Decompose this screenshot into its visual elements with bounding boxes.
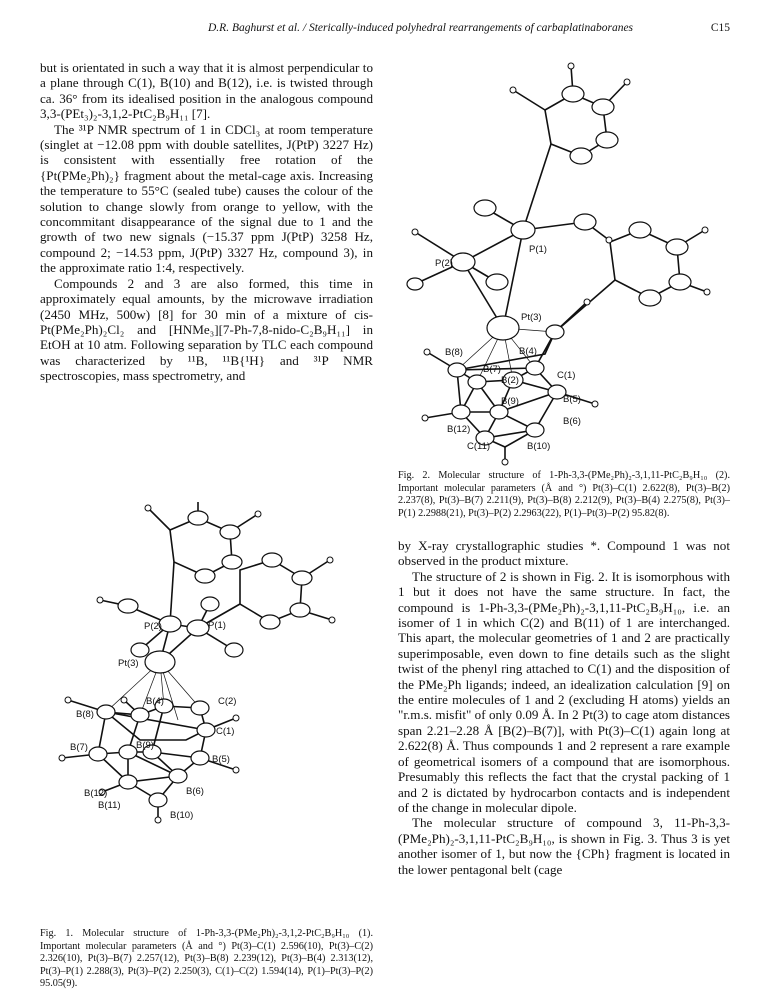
paragraph: The ³¹P NMR spectrum of 1 in CDCl₃ at room temperature (singlet at −12.08 ppm with double satellites, J(PtP) 3227 Hz) is consistent with essentially free rotation of the {Pt(PMe₂Ph)₂} fragment about the metal-cage axis. Increasing the temperature to 55°C (sealed tube) causes the colour of the solution to change slowly from orange to yellow, with the concommitant disappearance of the signal due to 1 and the growth of two new signals (−15.37 ppm J(PtP) 3258 Hz, compound 2; −14.53 ppm, J(PtP) 3327 Hz, compound 3), in the approximate ratio 1:4, respectively. xyxy=(40,121,373,276)
atom-label-b9: B(9) xyxy=(501,396,519,407)
figure-1 xyxy=(40,500,375,850)
atom-label-b5: B(5) xyxy=(212,754,230,765)
figure-1-caption: Fig. 1. Molecular structure of 1-Ph-3,3-(PMe₂Ph)₂-3,1,2-PtC₂B₉H₁₀ (1). Important molecular parameters (Å and °) Pt(3)–C(1) 2.596(10), Pt(3)–C(2) 2.326(10), Pt(3)–B(7) 2.257(12), Pt(3)–B(8) 2.239(12), Pt(3)–B(4) 2.313(12), Pt(3)–P(1) 2.288(3), Pt(3)–P(2) 2.250(3), C(1)–C(2) 1.594(14), P(1)–Pt(3)–P(2) 95.05(9). xyxy=(40,928,373,990)
atom-label-b2: B(2) xyxy=(501,375,519,386)
paragraph: The molecular structure of compound 3, 11-Ph-3,3-(PMe₂Ph)₂-3,1,11-PtC₂B₉H₁₀, is shown in Fig. 3. Thus 3 is yet another isomer of 1, but now the {CPh} fragment is located in the lower pentagonal belt (cage xyxy=(398,815,730,877)
atom-label-b8: B(8) xyxy=(445,347,463,358)
atom-label-pt3: Pt(3) xyxy=(521,312,542,323)
atom-label-c1: C(1) xyxy=(557,370,576,381)
atom-label-b5: B(5) xyxy=(563,394,581,405)
figure-2 xyxy=(395,52,735,467)
atom-label-pt3: Pt(3) xyxy=(118,658,139,669)
atom-label-b10: B(10) xyxy=(527,441,551,452)
atom-label-b4: B(4) xyxy=(146,696,164,707)
atom-label-c2: C(2) xyxy=(218,696,237,707)
atom-label-b6: B(6) xyxy=(563,416,581,427)
paragraph: by X-ray crystallographic studies *. Compound 1 was not observed in the product mixture. xyxy=(398,538,730,569)
atom-label-p2: P(2) xyxy=(144,621,162,632)
page-number: C15 xyxy=(710,22,730,34)
atom-label-p1: P(1) xyxy=(529,244,547,255)
atom-label-b7: B(7) xyxy=(483,364,501,375)
left-column xyxy=(40,60,373,384)
atom-label-b4: B(4) xyxy=(519,346,537,357)
atom-label-b6: B(6) xyxy=(186,786,204,797)
atom-label-c11: C(11) xyxy=(467,441,491,452)
atom-label-b9: B(9) xyxy=(136,740,154,751)
atom-label-b12: B(12) xyxy=(447,424,471,435)
atom-label-b10: B(10) xyxy=(170,810,194,821)
atom-label-b7: B(7) xyxy=(70,742,88,753)
paragraph: The structure of 2 is shown in Fig. 2. It is isomorphous with 1 but it does not have the same structure. In fact, the compound is 1-Ph-3,3-(PMe₂Ph)₂-3,1,11-PtC₂B₉H₁₀, i.e. an isomer of 1 in which C(2) and B(11) of 1 are interchanged. This apart, the molecular geometries of 1 and 2 are practically superimposable, even down to fine details such as the slight twist of the phenyl ring attached to C(1) and the disposition of the PMe₂Ph ligands; indeed, an idealization calculation [9] on the entire molecules of 1 and 2 (excluding H atoms) yields an "r.m.s. misfit" of only 0.09 Å. In 2 Pt(3) to cage atom distances span 2.21–2.28 Å [B(2)–B(7)], with Pt(3)–C(1) again long at 2.622(8) Å. Thus compounds 1 and 2 represent a rare example of geometrical isomers of a compound that are isomorphous. Presumably this reflects the fact that the crystal packing of 1 and 2 is dictated by hydrocarbon contacts and is independent of the change in molecular dipole. xyxy=(398,568,730,815)
atom-label-p2: P(2) xyxy=(435,258,453,269)
paragraph: Compounds 2 and 3 are also formed, this time in approximately equal amounts, by the microwave irradiation (2450 MHz, 500w) [8] for 30 min of a mixture of cis-Pt(PMe₂Ph)₂Cl₂ and [HNMe₃][7-Ph-7,8-nido-C₂B₉H₁₁] in EtOH at 10 atm. Following separation by TLC each compound was characterized by ¹¹B, ¹¹B{¹H} and ³¹P NMR spectroscopies, mass spectrometry, and xyxy=(40,275,373,384)
figure-1-structure xyxy=(40,500,375,850)
figure-2-caption: Fig. 2. Molecular structure of 1-Ph-3,3-(PMe₂Ph)₂-3,1,11-PtC₂B₉H₁₀ (2). Important molecular parameters (Å and °) Pt(3)–C(1) 2.622(8), Pt(3)–B(2) 2.237(8), Pt(3)–B(7) 2.211(9), Pt(3)–B(8) 2.212(9), Pt(3)–B(4) 2.275(8), Pt(3)–P(1) 2.2988(21), Pt(3)–P(2) 2.2963(22), P(1)–Pt(3)–P(2) 95.82(8). xyxy=(398,470,730,519)
atom-label-c1: C(1) xyxy=(216,726,235,737)
figure-2-structure xyxy=(395,52,735,467)
atom-label-b11: B(11) xyxy=(98,800,121,811)
atom-label-b12: B(12) xyxy=(84,788,108,799)
running-header xyxy=(40,22,730,40)
atom-label-b8: B(8) xyxy=(76,709,94,720)
running-head: D.R. Baghurst et al. / Sterically-induced polyhedral rearrangements of carbaplatinaboranes xyxy=(208,22,634,34)
paragraph: but is orientated in such a way that it is almost perpendicular to a plane through C(1), B(10) and B(12), i.e. is twisted through ca. 36° from its idealised position in the analogous compound 3,3-(PEt₃)₂-3,1,2-PtC₂B₉H₁₁ [7]. xyxy=(40,60,373,122)
right-column xyxy=(398,538,730,877)
atom-label-p1: P(1) xyxy=(208,620,226,631)
